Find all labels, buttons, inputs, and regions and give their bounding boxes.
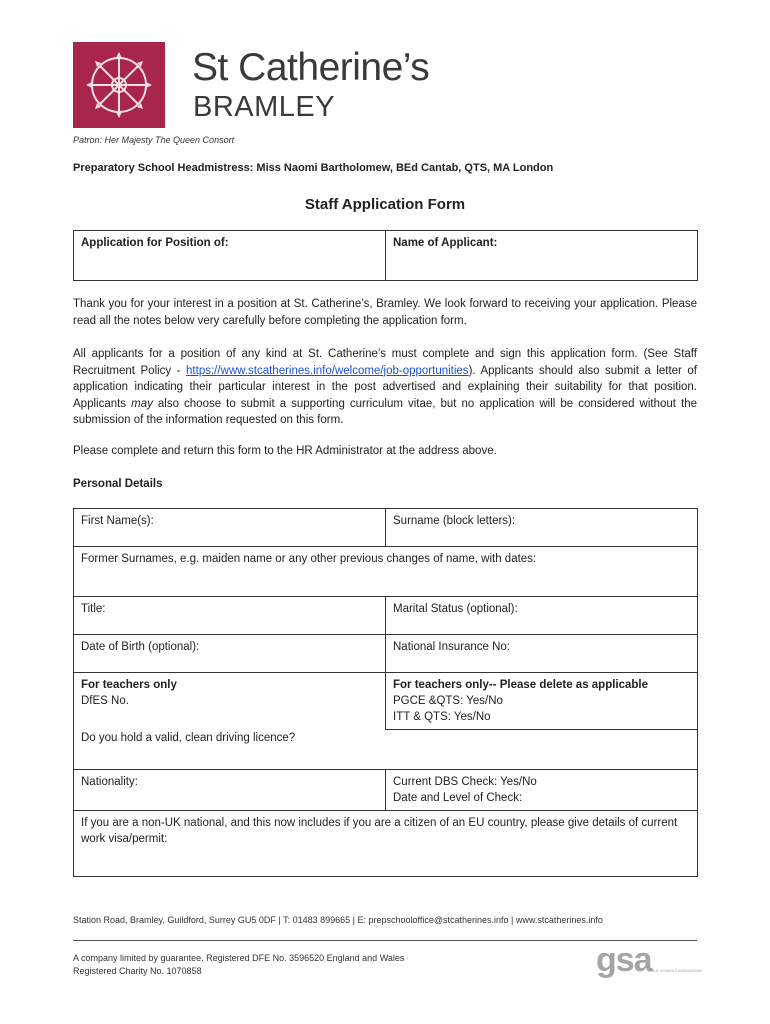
footer-registration bbox=[73, 952, 404, 978]
teacher-qualifications-field[interactable] bbox=[386, 673, 698, 730]
driving-licence-label: Do you hold a valid, clean driving licence? bbox=[81, 732, 296, 744]
date-of-birth-field[interactable] bbox=[74, 635, 386, 673]
first-names-field[interactable] bbox=[74, 509, 386, 547]
intro-paragraph-1: Thank you for your interest in a position at St. Catherine’s, Bramley. We look forward to receiving your application. Please read all the notes below very carefully before completing the application form. bbox=[73, 298, 697, 327]
company-registration: A company limited by guarantee. Registered DFE No. 3596520 England and Wales bbox=[73, 953, 405, 963]
nationality-label: Nationality: bbox=[81, 776, 138, 788]
teachers-only-delete-heading: For teachers only-- Please delete as applicable bbox=[393, 679, 649, 691]
school-crest-logo bbox=[73, 42, 165, 128]
dbs-date-label: Date and Level of Check: bbox=[393, 792, 523, 804]
catherine-wheel-icon bbox=[73, 42, 165, 128]
pgce-qts-option: PGCE &QTS: Yes/No bbox=[393, 695, 503, 707]
personal-details-heading: Personal Details bbox=[73, 478, 163, 490]
headmistress-line: Preparatory School Headmistress: Miss Naomi Bartholomew, BEd Cantab, QTS, MA London bbox=[73, 162, 554, 174]
marital-status-field[interactable] bbox=[386, 597, 698, 635]
title-field[interactable] bbox=[74, 597, 386, 635]
gsa-logo bbox=[596, 941, 702, 983]
work-visa-field[interactable] bbox=[74, 811, 698, 877]
surname-label: Surname (block letters): bbox=[393, 515, 516, 527]
nationality-field[interactable] bbox=[74, 770, 386, 811]
national-insurance-label: National Insurance No: bbox=[393, 641, 510, 653]
school-name: St Catherine’s bbox=[192, 46, 430, 89]
form-title: Staff Application Form bbox=[304, 196, 466, 213]
dfes-number-field[interactable] bbox=[74, 673, 386, 730]
itt-qts-option: ITT & QTS: Yes/No bbox=[393, 711, 491, 723]
position-field[interactable] bbox=[74, 231, 386, 281]
marital-status-label: Marital Status (optional): bbox=[393, 603, 518, 615]
gsa-logo-text: gsa bbox=[596, 941, 652, 979]
first-names-label: First Name(s): bbox=[81, 515, 154, 527]
driving-licence-field[interactable] bbox=[74, 730, 698, 770]
teachers-only-heading: For teachers only bbox=[81, 679, 177, 691]
footer-address: Station Road, Bramley, Guildford, Surrey GU5 0DF | T: 01483 899665 | E: prepschooloffice@stcatherines.info | www.stcatherines.info bbox=[73, 915, 603, 925]
personal-details-table bbox=[73, 508, 698, 877]
charity-registration: Registered Charity No. 1070858 bbox=[73, 966, 202, 976]
intro-paragraph-2 bbox=[73, 346, 697, 429]
intro-paragraph-2-text-a: All applicants for a position of any kind at St. Catherine’s must complete and sign this application form. (See Staff Recruitment Policy - bbox=[73, 348, 697, 377]
intro-paragraph-2-text-b: ). Applicants should also submit a letter of application indicating their particular interest in the post advertised and explaining their suitability for that position. Applicants bbox=[73, 364, 697, 410]
intro-paragraph-3: Please complete and return this form to the HR Administrator at the address above. bbox=[73, 445, 497, 457]
position-table bbox=[73, 230, 698, 281]
former-surnames-label: Former Surnames, e.g. maiden name or any other previous changes of name, with dates: bbox=[81, 553, 537, 565]
date-of-birth-label: Date of Birth (optional): bbox=[81, 641, 200, 653]
position-label: Application for Position of: bbox=[81, 237, 229, 249]
patron-line: Patron: Her Majesty The Queen Consort bbox=[73, 135, 235, 145]
school-location: BRAMLEY bbox=[193, 91, 336, 123]
work-visa-label: If you are a non-UK national, and this now includes if you are a citizen of an EU country, please give details of current work visa/permit: bbox=[81, 817, 678, 845]
intro-paragraph-2-emphasis: may bbox=[131, 397, 153, 410]
applicant-label: Name of Applicant: bbox=[393, 237, 498, 249]
dbs-check-label: Current DBS Check: Yes/No bbox=[393, 776, 537, 788]
job-opportunities-link[interactable]: https://www.stcatherines.info/welcome/job-opportunities bbox=[186, 364, 469, 377]
surname-field[interactable] bbox=[386, 509, 698, 547]
intro-paragraph-2-text-c: also choose to submit a supporting curriculum vitae, but no application will be considered without the submission of the information requested on this form. bbox=[73, 397, 697, 426]
national-insurance-field[interactable] bbox=[386, 635, 698, 673]
dfes-label: DfES No. bbox=[81, 695, 129, 707]
dbs-check-field[interactable] bbox=[386, 770, 698, 811]
title-label: Title: bbox=[81, 603, 106, 615]
applicant-name-field[interactable] bbox=[386, 231, 698, 281]
former-surnames-field[interactable] bbox=[74, 547, 698, 597]
gsa-tagline: GIRLS' SCHOOLS ASSOCIATION bbox=[648, 969, 702, 973]
